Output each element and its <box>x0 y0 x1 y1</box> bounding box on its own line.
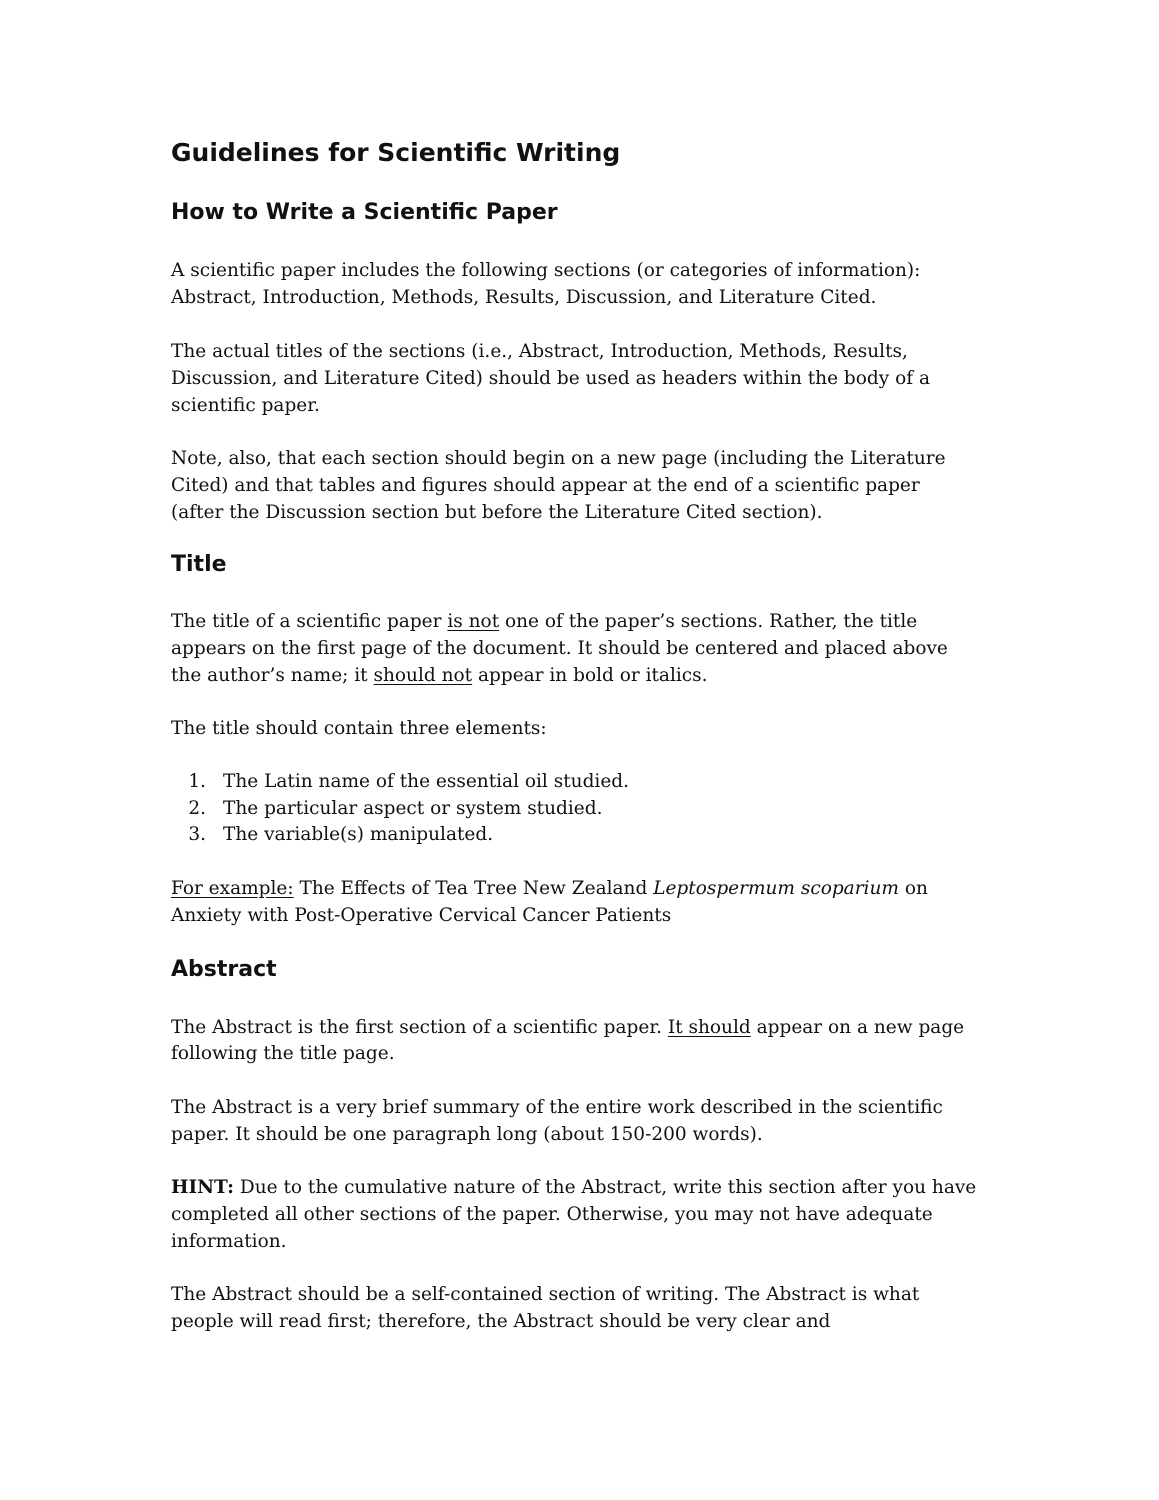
text-line: completed all other sections of the paper. Otherwise, you may not have adequate <box>171 1204 933 1225</box>
text-line <box>171 1174 976 1201</box>
text-line <box>171 875 928 902</box>
list-number: 3. <box>188 824 206 845</box>
text-span: appear on a new page <box>750 1017 965 1038</box>
italic-species-name: Leptospermum scoparium <box>653 878 899 899</box>
text-line: information. <box>171 1231 287 1252</box>
list-item-text: The particular aspect or system studied. <box>223 798 603 819</box>
text-span: one of the paper’s sections. Rather, the title <box>499 611 918 632</box>
text-line: (after the Discussion section but before the Literature Cited section). <box>171 502 823 523</box>
text-line: Discussion, and Literature Cited) should be used as headers within the body of a <box>171 368 930 389</box>
text-line: The Abstract should be a self-contained section of writing. The Abstract is what <box>171 1284 920 1305</box>
text-line: Anxiety with Post-Operative Cervical Cancer Patients <box>171 905 672 926</box>
title-paragraph-2: The title should contain three elements: <box>171 718 547 739</box>
list-number: 2. <box>188 798 206 819</box>
section-heading-title: Title <box>171 552 227 577</box>
text-span: the author’s name; it <box>171 665 374 686</box>
text-span: The Abstract is the first section of a scientific paper. <box>171 1017 668 1038</box>
example-label: For example: <box>171 878 294 899</box>
page-subtitle: How to Write a Scientific Paper <box>171 200 558 225</box>
underlined-text: is not <box>447 611 500 632</box>
list-item <box>171 821 493 848</box>
text-line: Note, also, that each section should begin on a new page (including the Literature <box>171 448 946 469</box>
text-line: The actual titles of the sections (i.e., Abstract, Introduction, Methods, Results, <box>171 341 908 362</box>
text-line: appears on the first page of the document. It should be centered and placed above <box>171 638 948 659</box>
underlined-text: should not <box>373 665 473 686</box>
text-line <box>171 1014 964 1041</box>
text-line <box>171 662 708 689</box>
text-line: paper. It should be one paragraph long (about 150-200 words). <box>171 1124 763 1145</box>
text-line: people will read first; therefore, the Abstract should be very clear and <box>171 1311 831 1332</box>
text-line <box>171 608 917 635</box>
document-title: Guidelines for Scientific Writing <box>171 138 621 167</box>
list-item <box>171 768 629 795</box>
list-number: 1. <box>188 771 206 792</box>
text-span: on <box>898 878 928 899</box>
text-line: scientific paper. <box>171 395 320 416</box>
underlined-text: It should <box>667 1017 751 1038</box>
text-line: following the title page. <box>171 1043 395 1064</box>
text-line: Cited) and that tables and figures should appear at the end of a scientific paper <box>171 475 920 496</box>
section-heading-abstract: Abstract <box>171 957 277 982</box>
list-item-text: The variable(s) manipulated. <box>223 824 494 845</box>
text-span: Due to the cumulative nature of the Abstract, write this section after you have <box>233 1177 977 1198</box>
text-line: A scientific paper includes the following sections (or categories of information): <box>171 260 921 281</box>
text-line: The Abstract is a very brief summary of the entire work described in the scientific <box>171 1097 943 1118</box>
hint-label: HINT: <box>171 1177 234 1198</box>
text-span: appear in bold or italics. <box>472 665 708 686</box>
list-item-text: The Latin name of the essential oil studied. <box>223 771 630 792</box>
text-span: The Effects of Tea Tree New Zealand <box>293 878 654 899</box>
list-item <box>171 795 602 822</box>
text-line: Abstract, Introduction, Methods, Results, Discussion, and Literature Cited. <box>171 287 877 308</box>
text-span: The title of a scientific paper <box>171 611 448 632</box>
